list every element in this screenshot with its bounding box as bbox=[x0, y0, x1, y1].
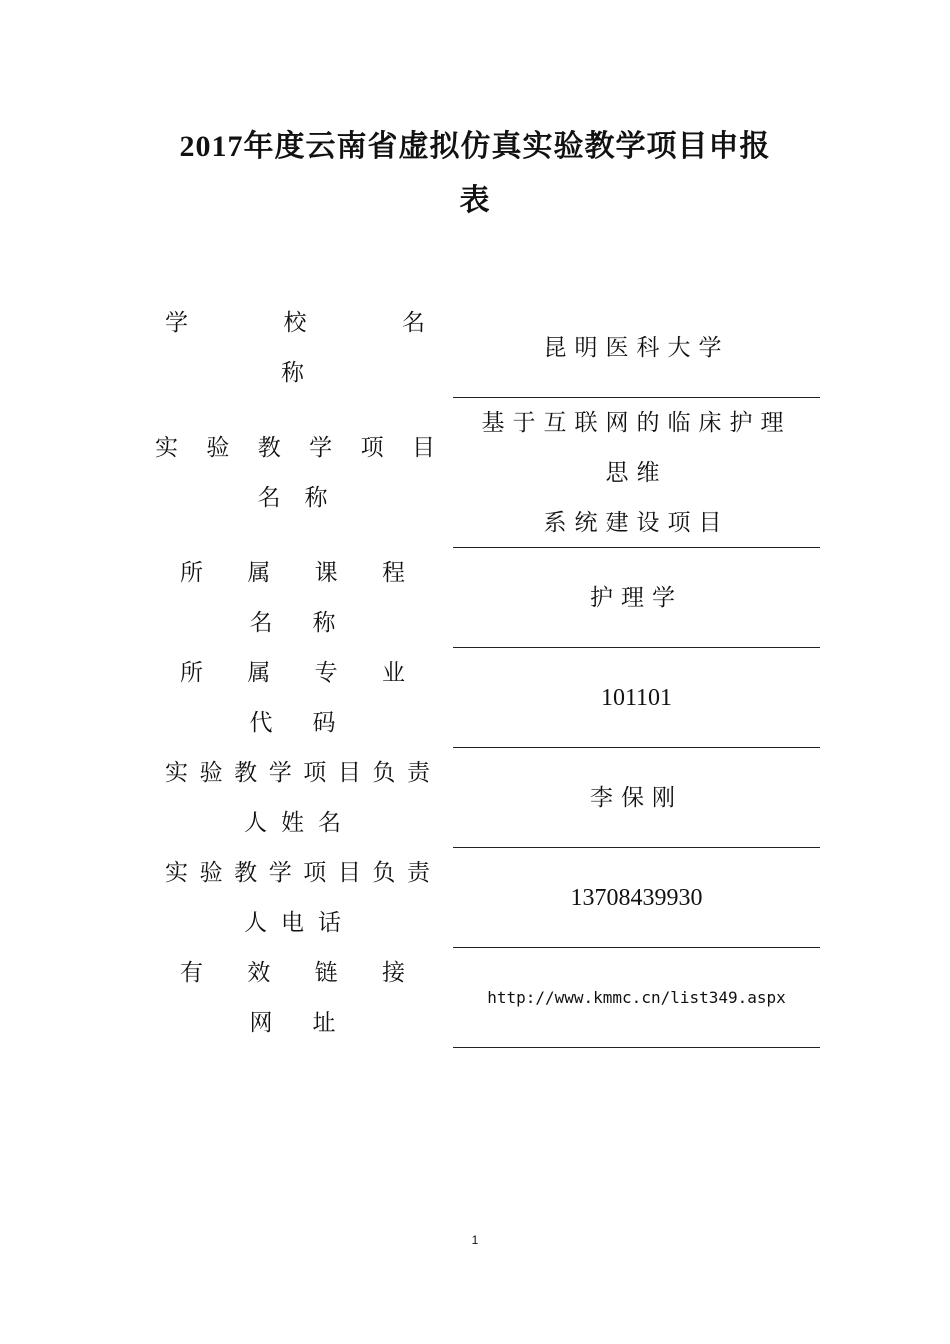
label-leader-phone bbox=[150, 848, 435, 948]
label-char: 网 bbox=[249, 1010, 273, 1036]
value-line: 基于互联网的临床护理 bbox=[481, 409, 792, 436]
label-char: 效 bbox=[247, 960, 271, 986]
label-char: 址 bbox=[312, 1010, 336, 1036]
label-char: 教 bbox=[234, 760, 258, 786]
label-char: 属 bbox=[247, 560, 271, 586]
value-school-name bbox=[453, 298, 820, 398]
value-line: 系统建设项目 bbox=[543, 509, 730, 536]
value-line: 昆明医科大学 bbox=[543, 334, 730, 361]
label-char: 验 bbox=[199, 760, 223, 786]
value-major-code bbox=[453, 648, 820, 748]
label-char: 称 bbox=[312, 610, 336, 636]
label-char: 所 bbox=[180, 560, 203, 586]
label-char: 负 bbox=[372, 860, 396, 886]
label-char: 学 bbox=[268, 860, 292, 886]
label-char: 责 bbox=[406, 760, 430, 786]
label-char: 教 bbox=[257, 435, 281, 461]
document-title bbox=[120, 120, 830, 228]
label-char: 验 bbox=[206, 435, 230, 461]
website-link[interactable]: http://www.kmmc.cn/list349.aspx bbox=[487, 987, 786, 1007]
label-char: 称 bbox=[304, 485, 328, 511]
application-form bbox=[150, 298, 820, 1048]
label-char: 称 bbox=[281, 360, 304, 386]
row-project-name bbox=[150, 398, 820, 548]
label-char: 程 bbox=[381, 560, 405, 586]
label-char: 业 bbox=[381, 660, 405, 686]
label-project-name bbox=[150, 398, 435, 548]
label-char: 责 bbox=[406, 860, 430, 886]
label-char: 有 bbox=[180, 960, 203, 986]
label-char: 目 bbox=[411, 435, 435, 461]
value-line: 护理学 bbox=[590, 584, 683, 611]
value-line: 101101 bbox=[600, 684, 673, 711]
label-course-name bbox=[150, 548, 435, 648]
label-char: 校 bbox=[283, 310, 307, 336]
label-char: 链 bbox=[314, 960, 338, 986]
label-leader-name bbox=[150, 748, 435, 848]
label-char: 属 bbox=[247, 660, 271, 686]
label-char: 实 bbox=[165, 860, 188, 886]
title-line-1: 2017年度云南省虚拟仿真实验教学项目申报 bbox=[179, 130, 771, 163]
label-char: 名 bbox=[318, 810, 341, 836]
label-char: 教 bbox=[234, 860, 258, 886]
value-line: 13708439930 bbox=[570, 884, 703, 911]
label-char: 名 bbox=[402, 310, 425, 336]
label-char: 实 bbox=[155, 435, 178, 461]
label-char: 人 bbox=[244, 910, 267, 936]
label-char: 目 bbox=[337, 860, 361, 886]
row-leader-name bbox=[150, 748, 820, 848]
label-char: 所 bbox=[180, 660, 203, 686]
label-char: 学 bbox=[309, 435, 333, 461]
label-char: 人 bbox=[244, 810, 267, 836]
label-char: 话 bbox=[318, 910, 341, 936]
label-char: 姓 bbox=[281, 810, 304, 836]
label-char: 学 bbox=[268, 760, 292, 786]
label-school-name bbox=[150, 298, 435, 398]
label-char: 项 bbox=[303, 860, 327, 886]
row-website-url bbox=[150, 948, 820, 1048]
label-char: 学 bbox=[165, 310, 188, 336]
label-char: 电 bbox=[281, 910, 304, 936]
label-char: 名 bbox=[249, 610, 273, 636]
label-char: 目 bbox=[337, 760, 361, 786]
label-char: 码 bbox=[312, 710, 336, 736]
row-school-name bbox=[150, 298, 820, 398]
label-char: 实 bbox=[165, 760, 188, 786]
label-char: 项 bbox=[303, 760, 327, 786]
label-char: 代 bbox=[249, 710, 273, 736]
page-number: 1 bbox=[471, 1233, 479, 1247]
value-project-name bbox=[453, 398, 820, 548]
row-leader-phone bbox=[150, 848, 820, 948]
label-website-url bbox=[150, 948, 435, 1048]
value-leader-name bbox=[453, 748, 820, 848]
value-website-url bbox=[453, 948, 820, 1048]
label-major-code bbox=[150, 648, 435, 748]
value-course-name bbox=[453, 548, 820, 648]
label-char: 课 bbox=[314, 560, 338, 586]
row-course-name bbox=[150, 548, 820, 648]
label-char: 接 bbox=[381, 960, 405, 986]
label-char: 项 bbox=[360, 435, 384, 461]
label-char: 负 bbox=[372, 760, 396, 786]
row-major-code bbox=[150, 648, 820, 748]
label-char: 验 bbox=[199, 860, 223, 886]
title-line-2: 表 bbox=[459, 184, 491, 217]
label-char: 专 bbox=[314, 660, 338, 686]
value-line: 李保刚 bbox=[590, 784, 683, 811]
label-char: 名 bbox=[257, 485, 281, 511]
value-leader-phone bbox=[453, 848, 820, 948]
value-line: 思维 bbox=[605, 459, 668, 486]
